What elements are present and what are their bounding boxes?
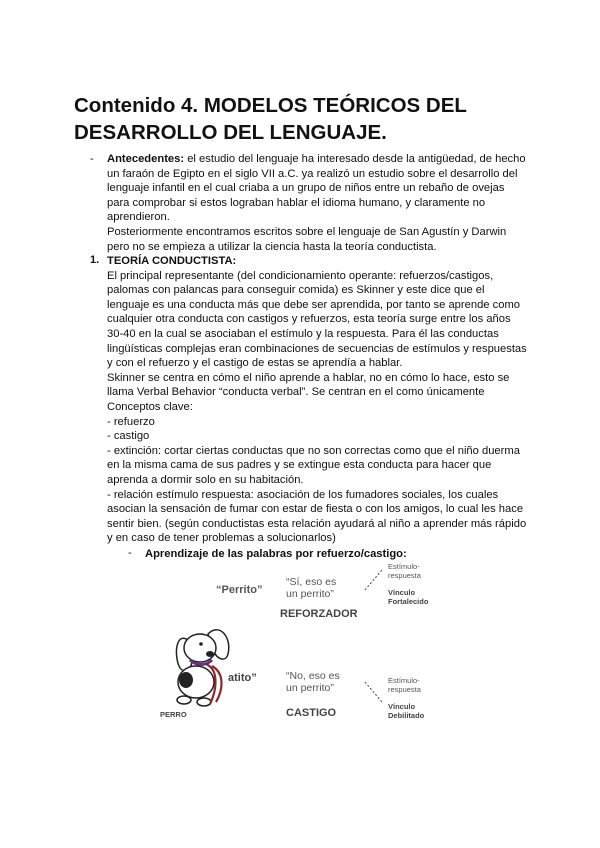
er-top-line-1: Estímulo-: [388, 562, 420, 571]
teoria-line: - castigo: [107, 430, 150, 443]
quote-negative: [286, 670, 340, 694]
perro-label: PERRO: [160, 710, 187, 719]
teoria-line: aprenda a dormir solo en su habitación.: [107, 473, 304, 486]
reforzador-label: REFORZADOR: [280, 608, 358, 620]
teoria-heading: TEORÍA CONDUCTISTA:: [107, 255, 237, 267]
antecedentes-label: Antecedentes:: [107, 153, 185, 165]
antecedentes-line: un faraón de Egipto en el siglo VII a.C. ya realizó un estudio sobre el desarrollo del: [107, 167, 518, 180]
gatito-label: atito”: [228, 672, 257, 684]
dog-illustration: [176, 630, 228, 706]
title-line-2: DESARROLLO DEL LENGUAJE.: [74, 121, 387, 144]
page-title: [74, 92, 534, 146]
perrito-label: “Perrito”: [216, 584, 263, 596]
teoria-line: sentir bien. (según conductistas esta relación ayudará al niño a aprender más rápido: [107, 517, 527, 530]
aprendizaje-bullet: -: [128, 547, 132, 559]
er-top-line-2: respuesta: [388, 571, 421, 580]
teoria-line: lenguaje es una conducta más que debe ser aprendida, por tanto se aprende como: [107, 298, 520, 311]
teoria-line: asocian la sensación de fumar con estar de fiesta o con los amigos, lo cual les hace: [107, 503, 524, 516]
antecedentes-line-1: [107, 152, 547, 167]
antecedentes-section: [107, 152, 547, 254]
teoria-line: - refuerzo: [107, 415, 155, 428]
vinculo-fortalecido: [388, 588, 428, 606]
antecedentes-line: Posteriormente encontramos escritos sobre el lenguaje de San Agustín y Darwin: [107, 225, 507, 238]
teoria-line: palomas con palancas para conseguir comida) es Skinner y este dice que el: [107, 284, 485, 297]
estimulo-respuesta-top: [388, 562, 421, 580]
vinc-top-line-1: Vínculo: [388, 588, 416, 597]
teoria-line: 30-40 en la cual se asociaban el estímulo y la respuesta. Para él las conductas: [107, 327, 499, 340]
vinculo-debilitado: [388, 702, 424, 720]
estimulo-respuesta-bottom: [388, 676, 421, 694]
teoria-line: y en caso de tener problemas a solucionarlos): [107, 532, 336, 545]
antecedentes-bullet: -: [90, 153, 94, 165]
teoria-line: - relación estímulo respuesta: asociación de los fumadores sociales, los cuales: [107, 488, 499, 501]
vinc-bot-line-1: Vínculo: [388, 702, 416, 711]
section-number: 1.: [90, 254, 100, 266]
quote-positive: [286, 576, 336, 600]
er-bot-line-2: respuesta: [388, 685, 421, 694]
teoria-line: llama Verbal Behavior “conducta verbal”. Se centran en el como únicamente: [107, 386, 485, 399]
antecedentes-line: pero no se empieza a utilizar la ciencia hasta la teoría conductista.: [107, 240, 437, 253]
teoria-line: Conceptos clave:: [107, 400, 193, 413]
refuerzo-castigo-figure: [146, 562, 466, 737]
title-line-1: Contenido 4. MODELOS TEÓRICOS DEL: [74, 94, 467, 117]
vinc-top-line-2: Fortalecido: [388, 597, 429, 606]
connector-top: [365, 570, 382, 590]
teoria-line: en la misma cama de sus padres y se extingue esta conducta para hacer que: [107, 459, 492, 472]
teoria-line: y con el refuerzo y el castigo de estas se aprendía a hablar.: [107, 357, 403, 370]
teoria-line: cualquier otra conducta con castigos y refuerzos, esta teoría surge entre los años: [107, 313, 511, 326]
antecedentes-line: lenguaje infantil en el cual criaba a un grupo de niños entre un rebaño de ovejas: [107, 182, 505, 195]
teoria-line: El principal representante (del condicionamiento operante: refuerzos/castigos,: [107, 269, 494, 282]
aprendizaje-heading: Aprendizaje de las palabras por refuerzo/castigo:: [145, 548, 407, 560]
teoria-line: Skinner se centra en cómo el niño aprende a hablar, no en cómo lo hace, esto se: [107, 371, 510, 384]
quote-negative-line-2: un perrito”: [286, 682, 334, 694]
teoria-line: lingüísticas complejas eran combinaciones de secuencias de estímulos y respuestas: [107, 342, 527, 355]
teoria-line: - extinción: cortar ciertas conductas que no son correctas como que el niño duerma: [107, 444, 520, 457]
quote-positive-line-1: “Sí, eso es: [286, 576, 337, 588]
castigo-label: CASTIGO: [286, 707, 337, 719]
antecedentes-line: aprendieron.: [107, 211, 170, 224]
teoria-section: [107, 254, 547, 546]
quote-positive-line-2: un perrito”: [286, 588, 334, 600]
antecedentes-line: para comprobar si estos lograban hablar el idioma humano, y claramente no: [107, 196, 486, 209]
quote-negative-line-1: “No, eso es: [286, 670, 340, 682]
connector-bottom: [365, 682, 382, 702]
er-bot-line-1: Estímulo-: [388, 676, 420, 685]
antecedentes-line-1-text: el estudio del lenguaje ha interesado desde la antigüedad, de hecho: [184, 153, 526, 165]
vinc-bot-line-2: Debilitado: [388, 711, 425, 720]
